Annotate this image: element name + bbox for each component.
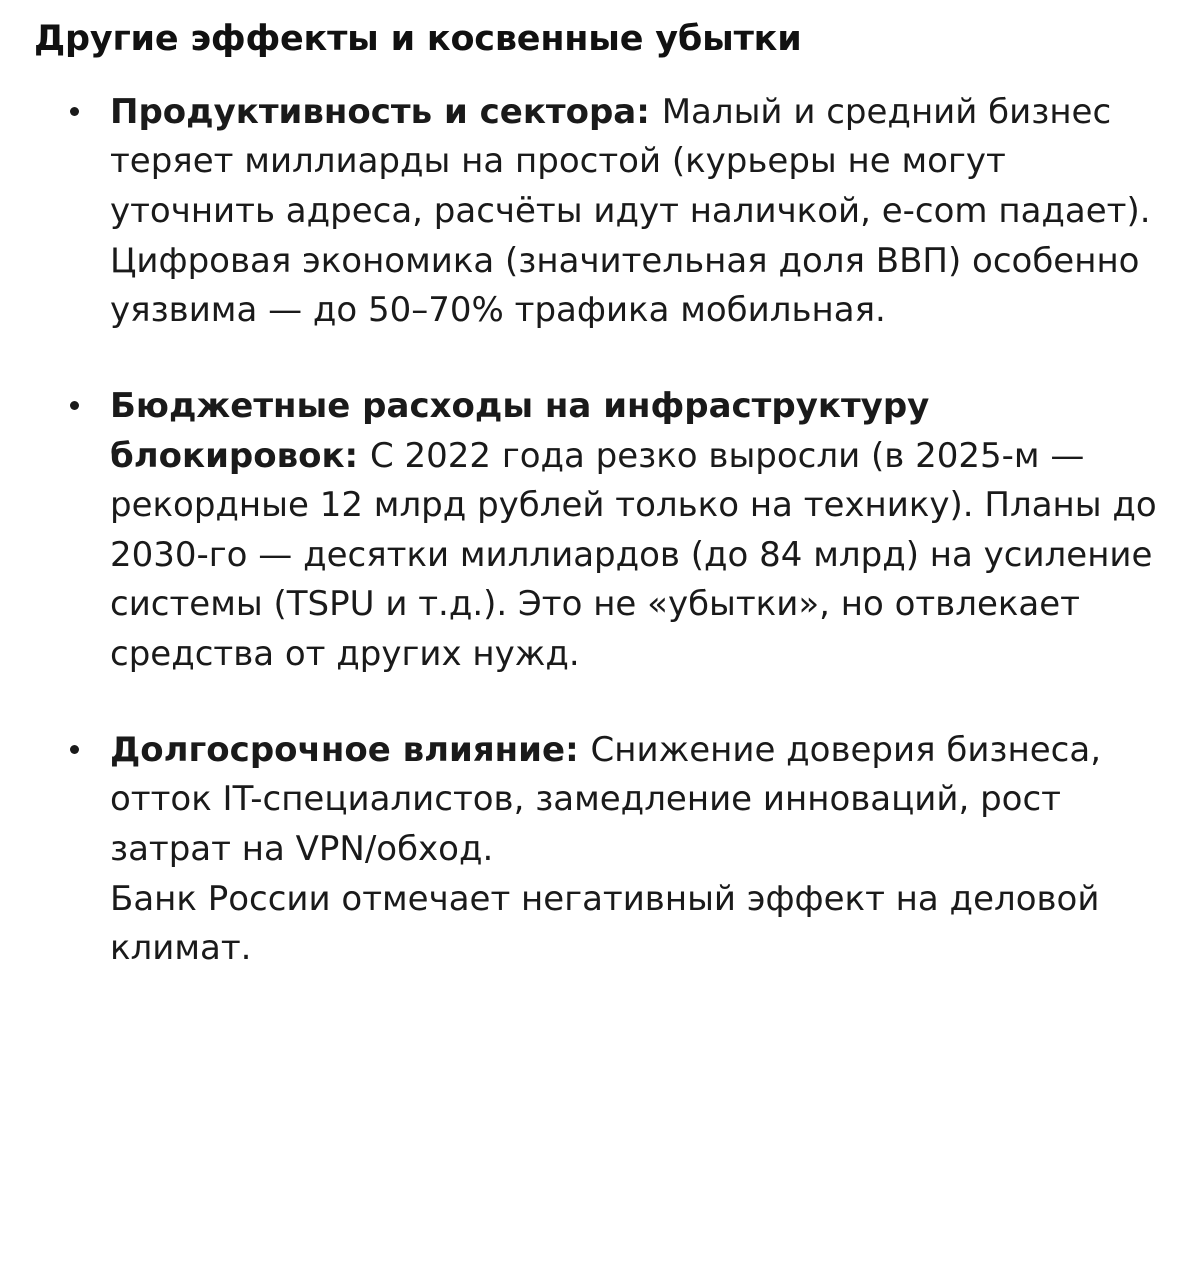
list-item-text: Малый и средний бизнес теряет миллиарды на простой (курьеры не могут уточнить адреса, расчёты идут наличкой, e-com падает). Цифровая экономика (значительная доля ВВП) особенно уязвима — до 50–70% трафика мобильная. [110,91,1151,331]
effects-bullet-list [34,88,1162,974]
list-item-text-secondary: Банк России отмечает негативный эффект на деловой климат. [110,878,1100,969]
list-item-separator: : [565,729,591,770]
list-item [34,88,1162,336]
page-title: Другие эффекты и косвенные убытки [34,19,802,59]
bullet-dot-icon [70,745,79,754]
list-item-separator: : [344,435,370,476]
list-item-lead: Долгосрочное влияние [110,729,566,770]
list-item-separator: : [636,91,662,132]
list-item-lead: Бюджетные расходы на инфраструктуру блокировок [110,385,930,476]
list-item-text: С 2022 года резко выросли (в 2025-м — рекордные 12 млрд рублей только на технику). Планы до 2030-го — десятки миллиардов (до 84 млрд) на усиление системы (TSPU и т.д.). Это не «убытки», но отвлекает средства от других нужд. [110,435,1157,674]
list-item-lead: Продуктивность и сектора [110,91,637,132]
list-item [34,726,1162,974]
list-item-text: Снижение доверия бизнеса, отток IT-специалистов, замедление инноваций, рост затрат на VPN/обход. [110,729,1101,869]
bullet-dot-icon [70,107,79,116]
bullet-dot-icon [70,401,79,410]
list-item [34,382,1162,680]
